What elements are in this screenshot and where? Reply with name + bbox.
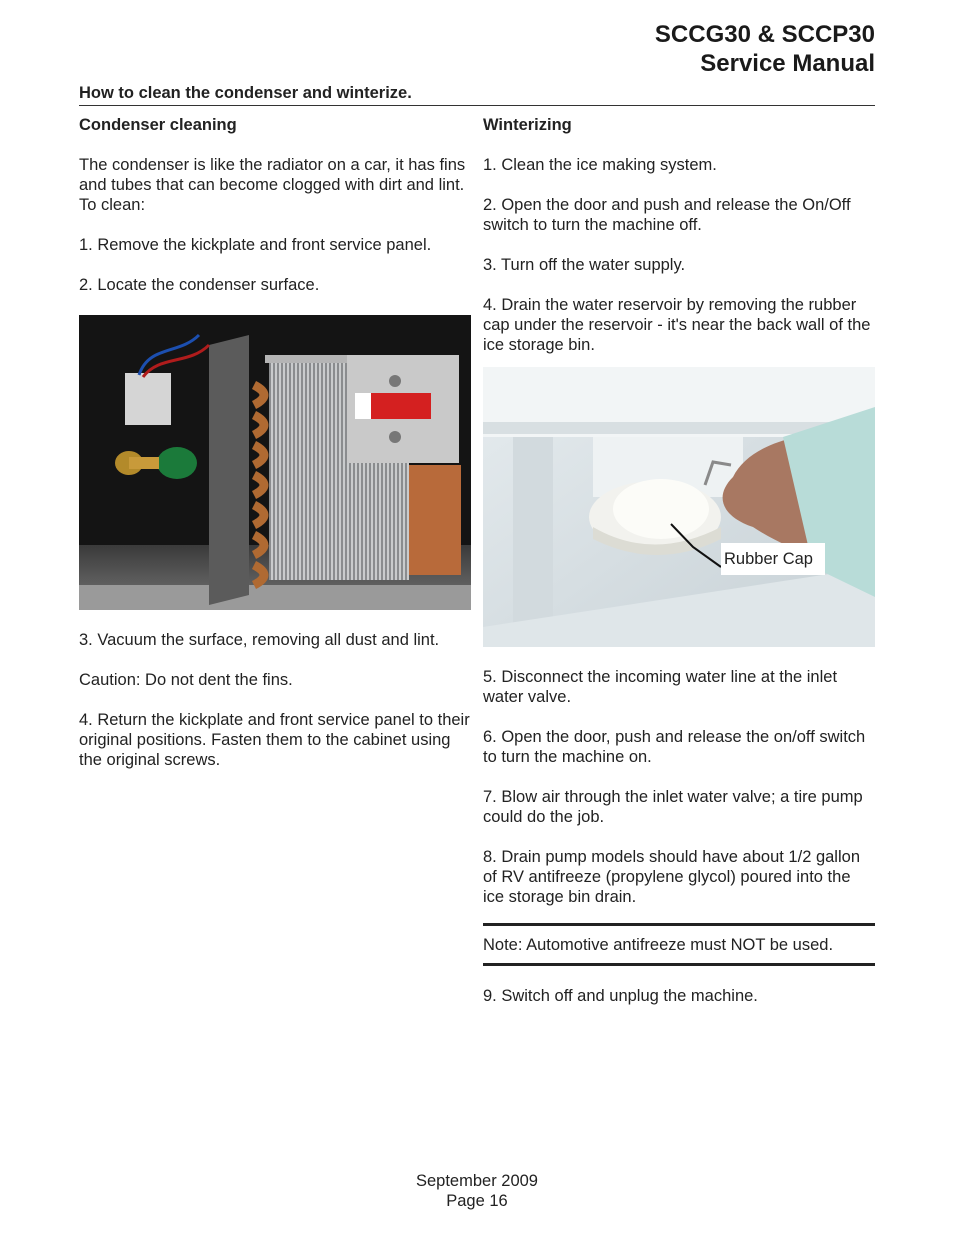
footer-date: September 2009 xyxy=(415,1172,538,1190)
winterizing-step-5: 5. Disconnect the incoming water line at the inlet water valve. xyxy=(483,668,838,706)
winterizing-step-8: 8. Drain pump models should have about 1/2 gallon of RV antifreeze (propylene glycol) poured into the ice storage bin drain. xyxy=(483,848,860,906)
winterizing-step-7: 7. Blow air through the inlet water valve; a tire pump could do the job. xyxy=(483,788,863,826)
rubber-cap-photo xyxy=(483,367,875,647)
condenser-cleaning-heading: Condenser cleaning xyxy=(79,116,237,134)
header-model: SCCG30 & SCCP30 xyxy=(654,21,875,48)
condenser-caution: Caution: Do not dent the fins. xyxy=(79,671,293,689)
winterizing-step-4: 4. Drain the water reservoir by removing the rubber cap under the reservoir - it's near the back wall of the ice storage bin. xyxy=(483,296,871,354)
winterizing-heading: Winterizing xyxy=(483,116,572,134)
condenser-step-1: 1. Remove the kickplate and front service panel. xyxy=(79,236,432,254)
rubber-cap-label: Rubber Cap xyxy=(724,550,813,568)
condenser-photo xyxy=(79,315,471,610)
section-title: How to clean the condenser and winterize. xyxy=(79,84,875,106)
winterizing-step-2: 2. Open the door and push and release the On/Off switch to turn the machine off. xyxy=(483,196,851,234)
condenser-step-4: 4. Return the kickplate and front service panel to their original positions. Fasten them to the cabinet using the original screws. xyxy=(79,711,470,769)
page-footer xyxy=(0,1171,954,1211)
winterizing-step-3: 3. Turn off the water supply. xyxy=(483,256,686,274)
condenser-step-2: 2. Locate the condenser surface. xyxy=(79,276,320,294)
condenser-intro: The condenser is like the radiator on a car, it has fins and tubes that can become clogged with dirt and lint. To clean: xyxy=(79,156,466,214)
condenser-cleaning-column xyxy=(79,115,471,790)
antifreeze-note: Note: Automotive antifreeze must NOT be used. xyxy=(483,923,875,966)
winterizing-step-1: 1. Clean the ice making system. xyxy=(483,156,717,174)
winterizing-step-6: 6. Open the door, push and release the on/off switch to turn the machine on. xyxy=(483,728,866,766)
condenser-step-3: 3. Vacuum the surface, removing all dust and lint. xyxy=(79,631,440,649)
footer-page-number: Page 16 xyxy=(446,1192,508,1210)
document-header xyxy=(655,20,875,78)
winterizing-step-9: 9. Switch off and unplug the machine. xyxy=(483,987,758,1005)
header-manual: Service Manual xyxy=(700,50,875,77)
winterizing-column xyxy=(483,115,875,1026)
